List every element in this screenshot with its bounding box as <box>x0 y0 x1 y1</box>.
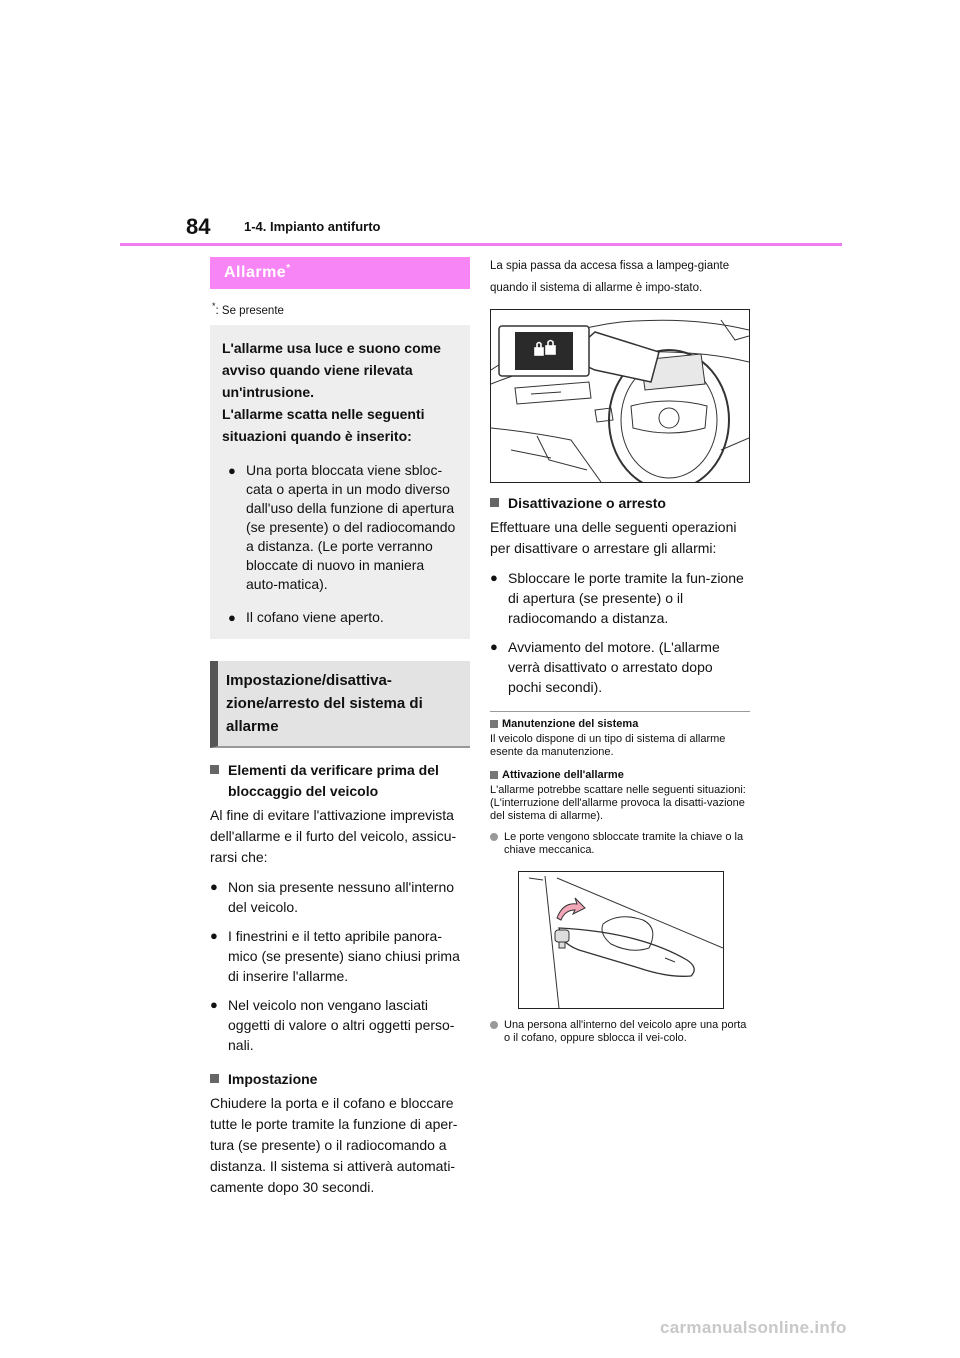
subheading-text: Attivazione dell'allarme <box>502 769 624 781</box>
bullet-icon <box>490 1021 498 1029</box>
box-lead-line: L'allarme usa luce e suono come <box>222 339 441 356</box>
paragraph: Il veicolo dispone di un tipo di sistema di allarme esente da manutenzione. <box>490 733 726 758</box>
list-item <box>490 831 750 857</box>
subheading-trigger <box>490 769 750 781</box>
list-item-text: Il cofano viene aperto. <box>246 608 384 625</box>
square-bullet-icon <box>490 720 498 728</box>
bullet-icon: ● <box>228 609 236 625</box>
list-item-text: Sbloccare le porte tramite la fun-zione di apertura (se presente) o il radiocomando a distanza. <box>508 570 744 626</box>
list-item-text: Nel veicolo non vengano lasciati oggetti di valore o altri oggetti perso-nali. <box>228 996 455 1053</box>
section-heading-settings: Impostazione/disattiva-zione/arresto del sistema di allarme <box>210 661 470 748</box>
section-title: 1-4. Impianto antifurto <box>244 219 381 234</box>
paragraph: Effettuare una delle seguenti operazioni per disattivare o arrestare gli allarmi: <box>490 519 737 556</box>
subheading-setup <box>210 1069 470 1090</box>
door-handle-illustration <box>518 871 724 1009</box>
dashboard-illustration <box>490 309 750 483</box>
watermark: carmanualsonline.info <box>660 1318 847 1337</box>
subheading-text: Manutenzione del sistema <box>502 718 639 730</box>
list-item-text: Le porte vengono sbloccate tramite la chiave o la chiave meccanica. <box>504 831 744 856</box>
list-item-text: Una persona all'interno del veicolo apre una porta o il cofano, oppure sblocca il vei-colo. <box>504 1019 747 1044</box>
square-bullet-icon <box>210 765 219 774</box>
subheading-text: Elementi da verificare prima del bloccaggio del veicolo <box>228 761 439 799</box>
box-lead-line: situazioni quando è inserito: <box>222 427 412 444</box>
subheading-check <box>210 760 470 802</box>
square-bullet-icon <box>490 771 498 779</box>
bullet-icon: ● <box>210 996 218 1012</box>
list-item <box>490 637 750 697</box>
box-lead-line: avviso quando viene rilevata <box>222 361 413 378</box>
bullet-icon: ● <box>490 639 498 654</box>
list-item <box>210 877 470 917</box>
indicator-intro: La spia passa da accesa fissa a lampeg-giante quando il sistema di allarme è impo-stato. <box>490 260 730 294</box>
header-rule <box>120 243 842 246</box>
left-column <box>210 257 470 1198</box>
alarm-info-box <box>210 325 470 639</box>
subheading-text: Disattivazione o arresto <box>508 495 666 511</box>
list-item <box>490 568 750 628</box>
box-lead-line: un'intrusione. <box>222 383 314 400</box>
subheading-maintenance <box>490 718 750 730</box>
allarme-asterisk: * <box>286 263 291 274</box>
paragraph: Chiudere la porta e il cofano e bloccare tutte le porte tramite la funzione di aper-tura (se presente) o il radiocomando a distanza. Il sistema si attiverà automati-camente dopo 30 secondi. <box>210 1094 458 1195</box>
bullet-icon: ● <box>210 878 218 894</box>
bullet-icon <box>490 833 498 841</box>
subheading-text: Impostazione <box>228 1070 318 1087</box>
allarme-heading <box>210 257 470 289</box>
dashboard-drawing <box>491 310 749 482</box>
box-lead-line: L'allarme scatta nelle seguenti <box>222 405 425 422</box>
divider <box>490 711 750 712</box>
footnote-mark: * <box>212 301 216 311</box>
subheading-deactivation <box>490 493 750 514</box>
paragraph: Al fine di evitare l'attivazione imprevista dell'allarme e il furto del veicolo, assicu-rarsi che: <box>210 806 457 865</box>
bullet-icon: ● <box>228 462 236 478</box>
square-bullet-icon <box>490 498 499 507</box>
bullet-icon: ● <box>210 927 218 943</box>
footnote <box>212 301 470 317</box>
square-bullet-icon <box>210 1074 219 1083</box>
list-item-text: Avviamento del motore. (L'allarme verrà disattivato o arrestato dopo pochi secondi). <box>508 639 720 695</box>
bullet-icon: ● <box>490 570 498 585</box>
list-item <box>222 608 458 627</box>
list-item <box>490 1019 750 1045</box>
footnote-text: : Se presente <box>215 304 284 317</box>
door-handle-drawing <box>519 872 723 1008</box>
list-item <box>222 461 458 594</box>
paragraph: L'allarme potrebbe scattare nelle seguenti situazioni: (L'interruzione dell'allarme provoca la disatti-vazione del sistema di allarme). <box>490 784 746 822</box>
allarme-heading-text: Allarme <box>224 264 287 281</box>
page-number: 84 <box>186 214 211 239</box>
list-item <box>210 995 470 1055</box>
list-item-text: Una porta bloccata viene sbloc-cata o aperta in un modo diverso dall'uso della funzione di apertura (se presente) o del radiocomando a distanza. (Le porte verranno bloccate di nuovo in maniera auto-matica). <box>246 461 456 592</box>
list-item-text: I finestrini e il tetto apribile panora-mico (se presente) siano chiusi prima di inserire l'allarme. <box>228 927 460 984</box>
list-item <box>210 926 470 986</box>
list-item-text: Non sia presente nessuno all'interno del veicolo. <box>228 878 455 915</box>
right-column <box>490 255 750 1045</box>
